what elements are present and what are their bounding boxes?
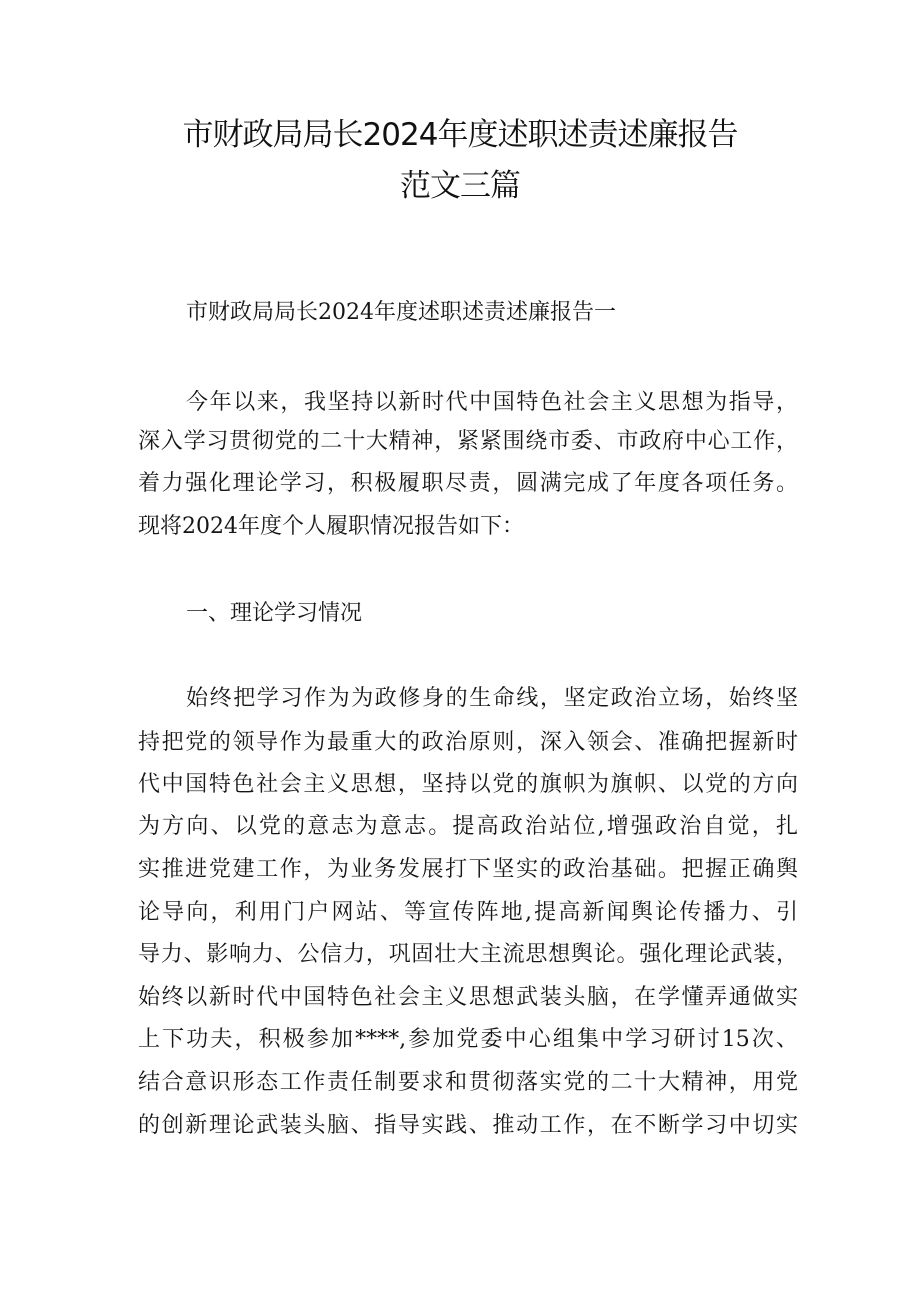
document-title	[0, 110, 920, 212]
part-heading: 一、理论学习情况	[186, 601, 363, 626]
study-line: 上下功夫，积极参加****,参加党委中心组集中学习研讨15次、	[138, 1027, 798, 1052]
title-line-2: 范文三篇	[400, 168, 520, 204]
study-line: 始终以新时代中国特色社会主义思想武装头脑，在学懂弄通做实	[138, 985, 798, 1010]
study-line: 论导向，利用门户网站、等宣传阵地,提高新闻舆论传播力、引	[138, 900, 798, 925]
study-line: 持把党的领导作为最重大的政治原则，深入领会、准确把握新时	[138, 730, 798, 755]
intro-line: 深入学习贯彻党的二十大精神，紧紧围绕市委、市政府中心工作，	[138, 429, 798, 454]
study-line: 实推进党建工作，为业务发展打下坚实的政治基础。把握正确舆	[138, 857, 798, 882]
intro-line: 现将2024年度个人履职情况报告如下：	[138, 514, 524, 539]
title-line-1: 市财政局局长2024年度述职述责述廉报告	[182, 117, 738, 153]
study-line: 为方向、以党的意志为意志。提高政治站位,增强政治自觉，扎	[138, 814, 798, 839]
intro-line: 着力强化理论学习，积极履职尽责，圆满完成了年度各项任务。	[138, 471, 798, 496]
section-heading: 市财政局局长2024年度述职述责述廉报告一	[186, 300, 616, 325]
study-line: 导力、影响力、公信力，巩固壮大主流思想舆论。强化理论武装，	[138, 942, 798, 967]
study-line: 始终把学习作为为政修身的生命线，坚定政治立场，始终坚	[186, 686, 798, 711]
study-line: 代中国特色社会主义思想，坚持以党的旗帜为旗帜、以党的方向	[138, 772, 798, 797]
study-line: 的创新理论武装头脑、指导实践、推动工作，在不断学习中切实	[138, 1113, 798, 1138]
study-line: 结合意识形态工作责任制要求和贯彻落实党的二十大精神，用党	[138, 1070, 798, 1095]
intro-line: 今年以来，我坚持以新时代中国特色社会主义思想为指导，	[186, 390, 798, 415]
